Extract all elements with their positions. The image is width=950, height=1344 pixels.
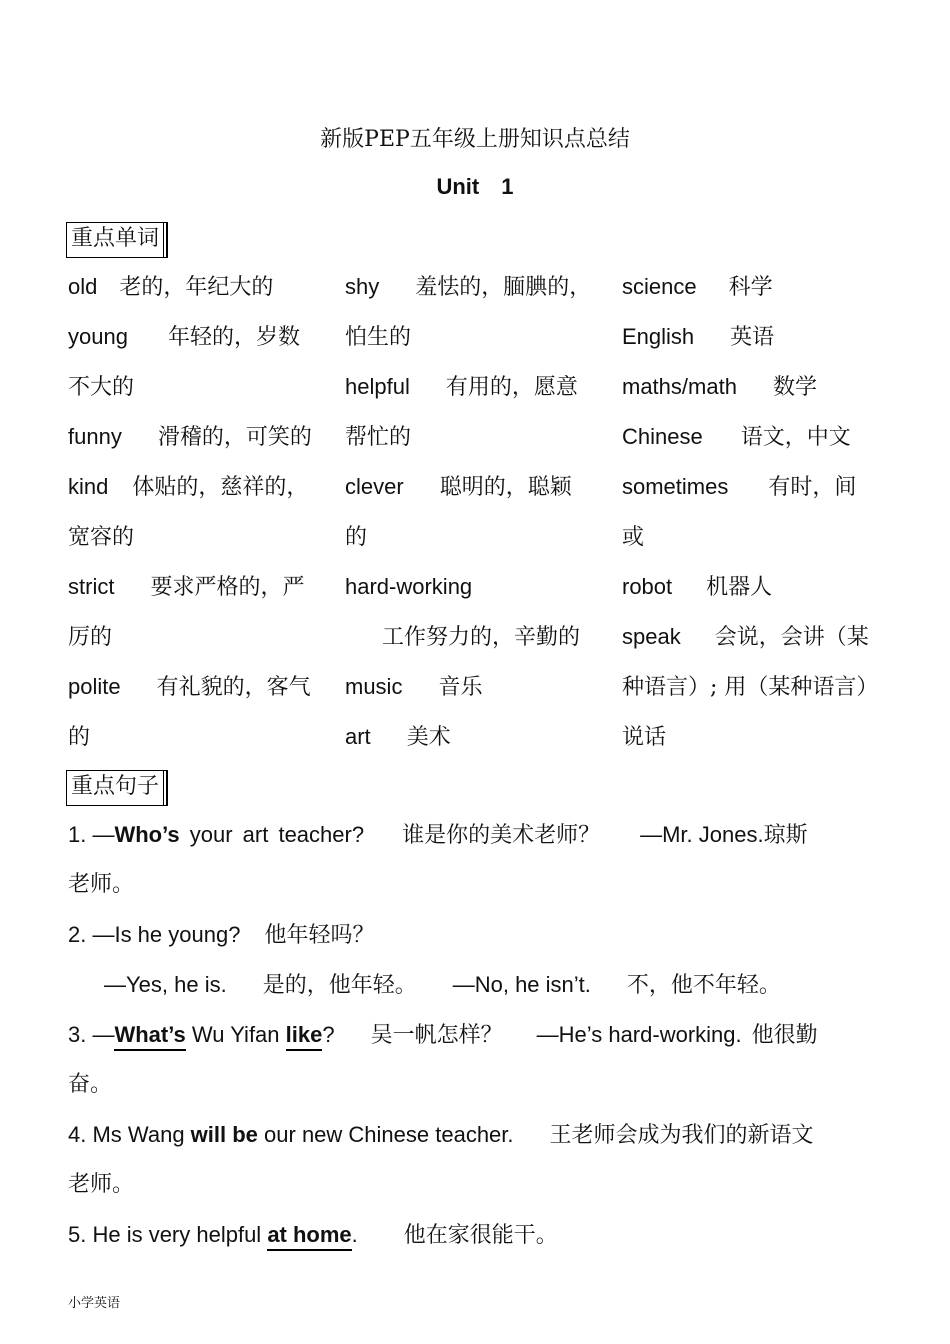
unit-word: Unit <box>436 174 480 199</box>
vocab-item: English 英语 <box>622 324 775 350</box>
vocab-item: science 科学 <box>622 274 773 300</box>
vocab-item: speak 会说，会讲（某 <box>622 624 869 650</box>
sentence-1: 1. —Who’s your art teacher? 谁是你的美术老师？ —Mr. Jones.琼斯 <box>68 822 808 848</box>
section-label-key-sentences: 重点句子 <box>66 770 164 806</box>
vocab-item: old 老的，年纪大的 <box>68 274 274 300</box>
vocab-item: 种语言）; 用（某种语言） <box>622 675 879 700</box>
vocab-item: 怕生的 <box>345 325 412 350</box>
vocab-item: strict 要求严格的，严 <box>68 574 305 600</box>
vocab-item: clever 聪明的，聪颖 <box>345 474 572 500</box>
vocab-item: 或 <box>622 525 645 550</box>
vocab-item: helpful 有用的，愿意 <box>345 374 578 400</box>
sentence-1-continued: 老师。 <box>68 872 135 897</box>
vocab-item: art 美术 <box>345 724 451 750</box>
sentence-2-answers: —Yes, he is. 是的，他年轻。 —No, he isn’t. 不，他不年轻。 <box>104 972 781 998</box>
sentence-4-continued: 老师。 <box>68 1172 135 1197</box>
vocab-item: music 音乐 <box>345 674 483 700</box>
vocab-item: 工作努力的，辛勤的 <box>382 625 581 650</box>
vocab-item: 厉的 <box>68 625 113 650</box>
vocab-item: young 年轻的，岁数 <box>68 324 300 350</box>
vocab-item: kind 体贴的，慈祥的， <box>68 474 309 500</box>
vocab-item: polite 有礼貌的，客气 <box>68 674 311 700</box>
unit-heading <box>0 174 950 200</box>
unit-number: 1 <box>501 174 514 199</box>
section-label-key-words: 重点单词 <box>66 222 164 258</box>
vocab-item: 帮忙的 <box>345 425 412 450</box>
vocab-item: sometimes 有时，间 <box>622 474 857 500</box>
vocab-item: 说话 <box>622 725 667 750</box>
sentence-4: 4. Ms Wang will be our new Chinese teacher. 王老师会成为我们的新语文 <box>68 1122 814 1148</box>
vocab-item: hard-working <box>345 574 473 599</box>
vocab-item: robot 机器人 <box>622 574 773 600</box>
document-title: 新版PEP五年级上册知识点总结 <box>320 127 630 152</box>
vocab-item: Chinese 语文，中文 <box>622 424 851 450</box>
vocab-item: shy 羞怯的，腼腆的， <box>345 274 592 300</box>
vocab-item: 的 <box>68 725 91 750</box>
page-footer: 小学英语 <box>68 1296 121 1311</box>
vocab-item: maths/math 数学 <box>622 374 817 400</box>
vocab-item: 宽容的 <box>68 525 135 550</box>
sentence-5: 5. He is very helpful at home. 他在家很能干。 <box>68 1220 558 1251</box>
vocab-item: funny 滑稽的，可笑的 <box>68 424 312 450</box>
vocab-item: 不大的 <box>68 375 135 400</box>
sentence-3-continued: 奋。 <box>68 1072 113 1097</box>
sentence-2: 2. —Is he young? 他年轻吗？ <box>68 922 375 948</box>
sentence-3: 3. —What’s Wu Yifan like? 吴一帆怎样？ —He’s hard-working. 他很勤 <box>68 1020 818 1051</box>
vocab-item: 的 <box>345 525 368 550</box>
